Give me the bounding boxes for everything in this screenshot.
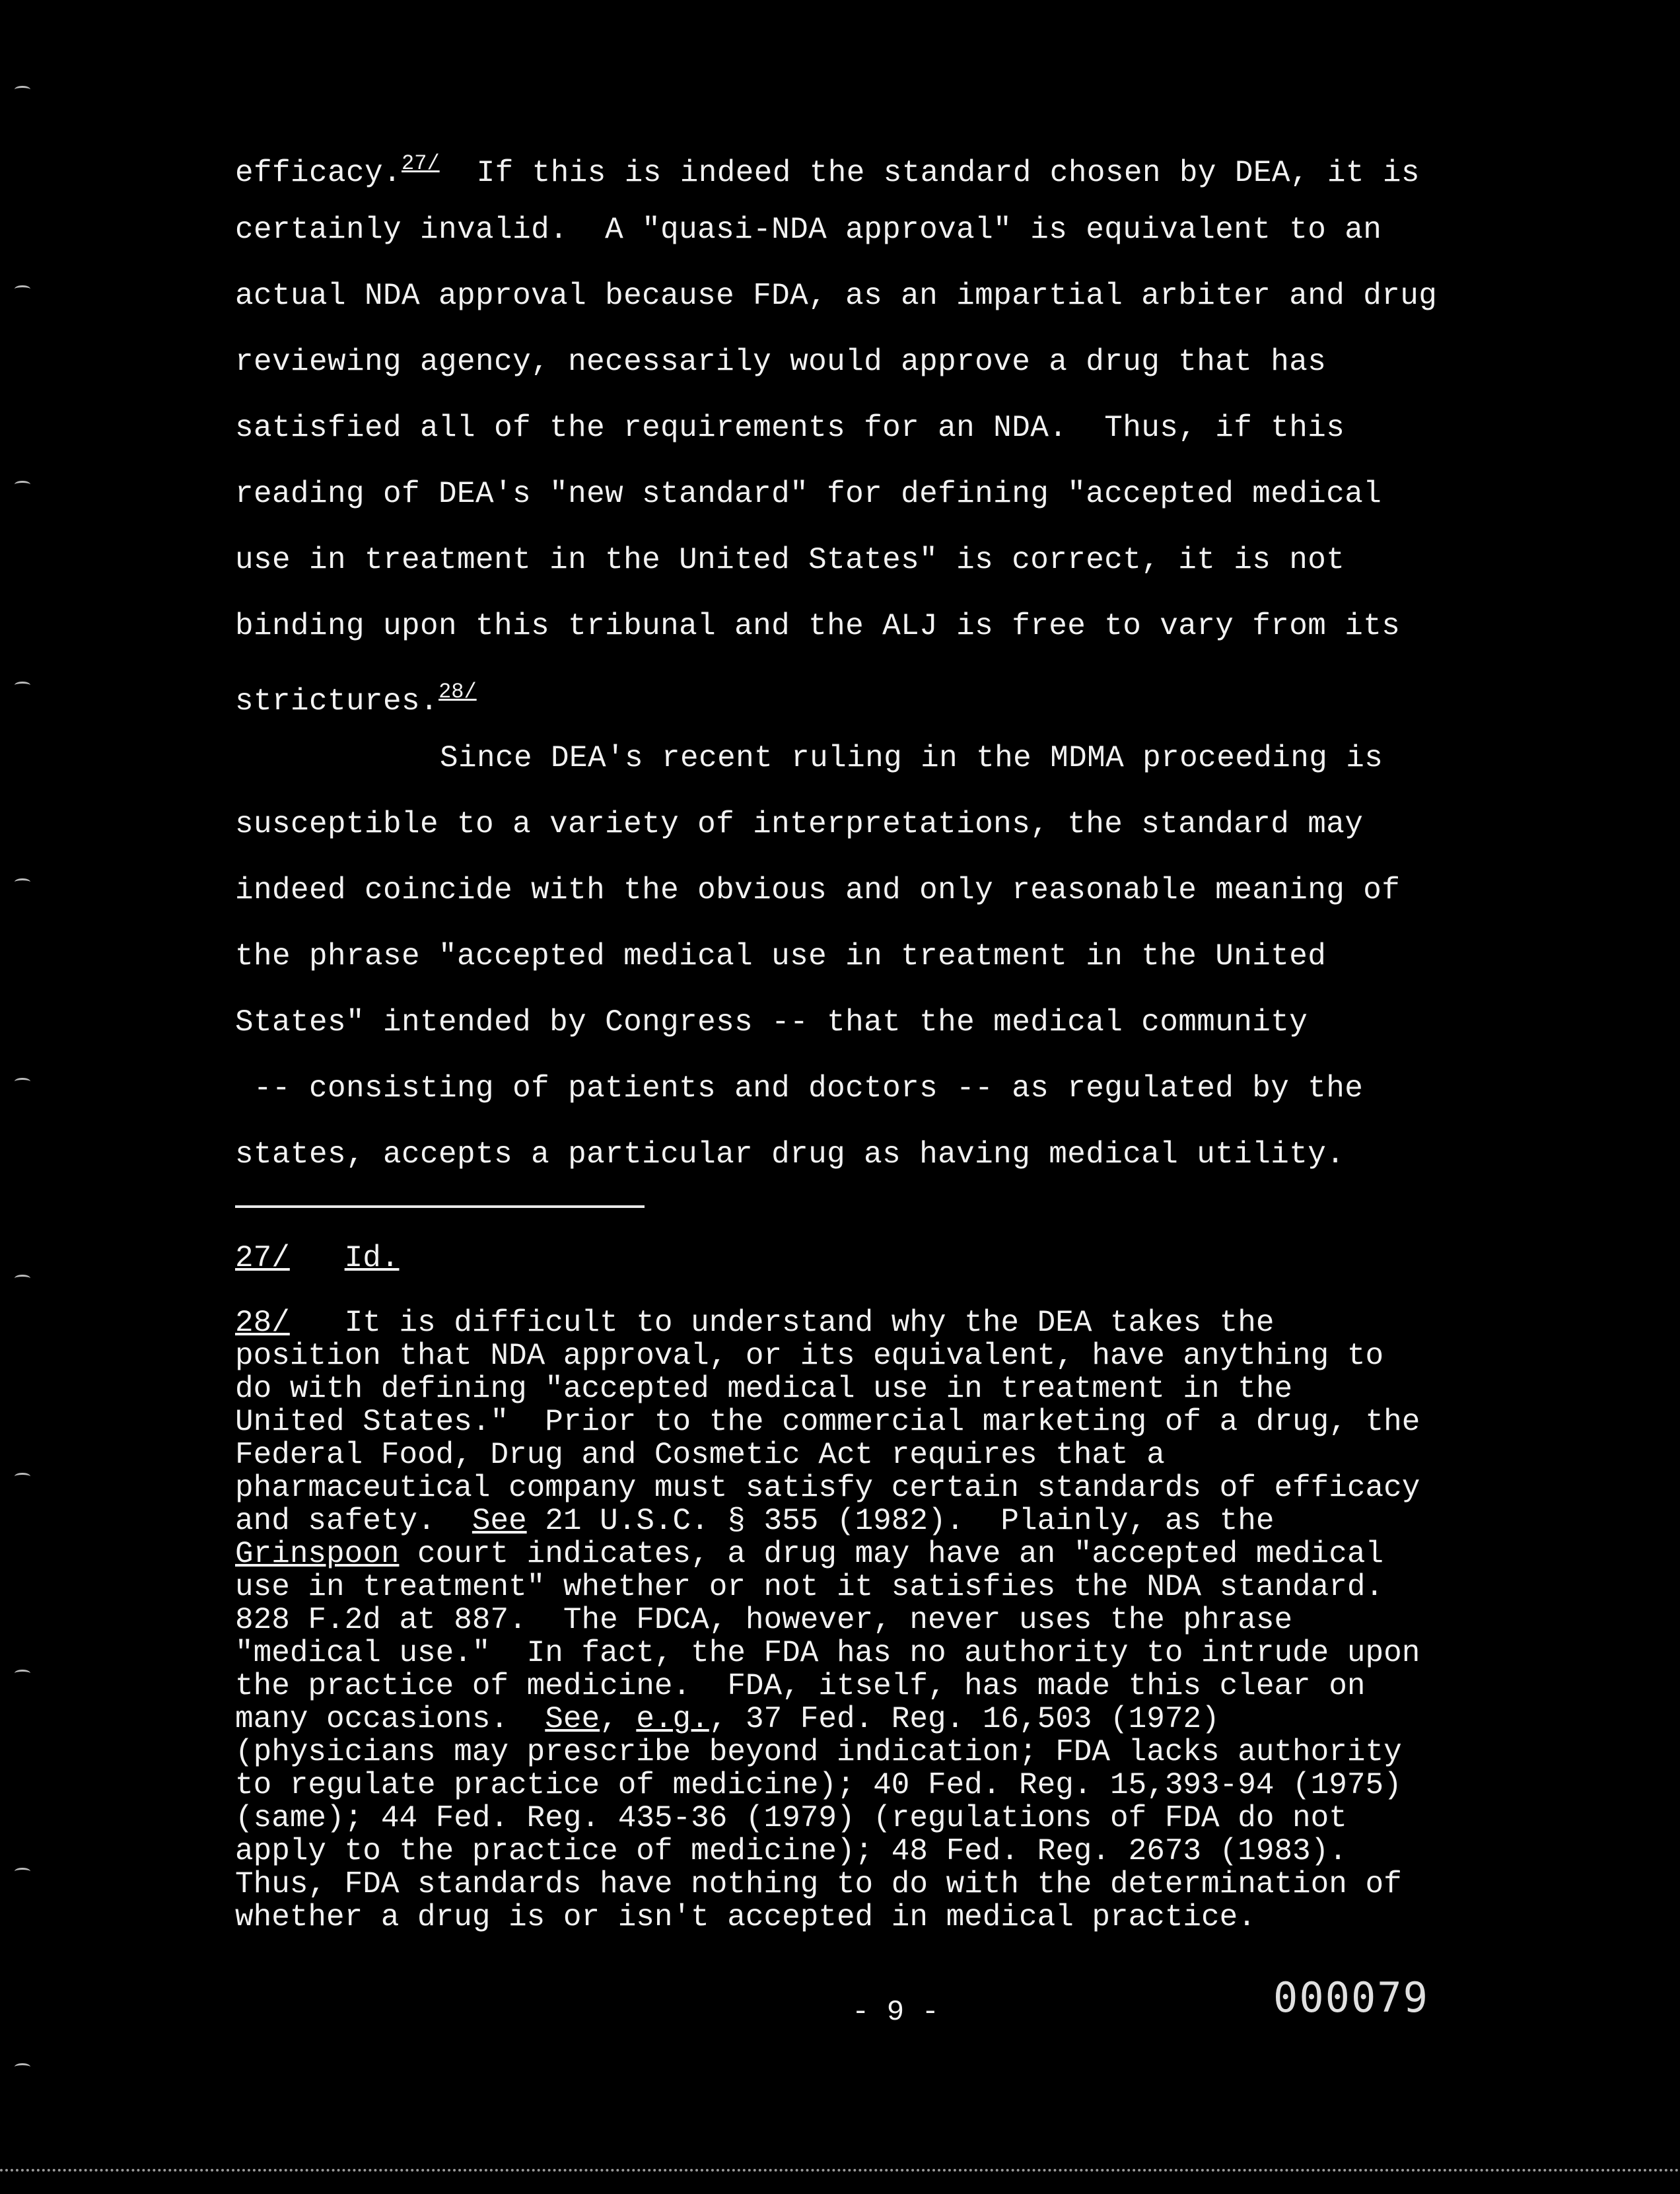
footnote-28-line: the practice of medicine. FDA, itself, has made this clear on <box>235 1669 1366 1703</box>
citation-signal-see: See <box>545 1702 600 1736</box>
footnote-28-line: position that NDA approval, or its equivalent, have anything to <box>235 1339 1384 1373</box>
footnote-28-line: (same); 44 Fed. Reg. 435-36 (1979) (regulations of FDA do not <box>235 1801 1347 1835</box>
footnote-28-line: United States." Prior to the commercial marketing of a drug, the <box>235 1405 1420 1439</box>
body-line: susceptible to a variety of interpretations, the standard may <box>235 807 1364 841</box>
footnote-28-line: whether a drug is or isn't accepted in medical practice. <box>235 1900 1256 1934</box>
footnote-ref-27: 27/ <box>402 151 440 176</box>
body-line: satisfied all of the requirements for an NDA. Thus, if this <box>235 411 1345 445</box>
body-line: binding upon this tribunal and the ALJ is free to vary from its <box>235 609 1401 643</box>
footnote-27 <box>235 1242 399 1275</box>
footnote-text: many occasions. <box>235 1702 545 1736</box>
scan-margin-mark <box>15 1868 30 1875</box>
footnote-text: 21 U.S.C. § 355 (1982). Plainly, as the <box>526 1504 1275 1538</box>
scan-margin-mark <box>15 1275 30 1282</box>
footnote-28-line: use in treatment" whether or not it satisfies the NDA standard. <box>235 1570 1384 1604</box>
body-line: Since DEA's recent ruling in the MDMA proceeding is <box>440 741 1383 775</box>
body-line: States" intended by Congress -- that the medical community <box>235 1005 1308 1040</box>
footnote-text: , <box>600 1702 637 1736</box>
scan-margin-mark <box>15 878 30 886</box>
scan-margin-mark <box>15 285 30 293</box>
body-line: reading of DEA's "new standard" for defining "accepted medical <box>235 477 1382 511</box>
footnote-separator <box>235 1205 645 1208</box>
footnote-text: , 37 Fed. Reg. 16,503 (1972) <box>709 1702 1220 1736</box>
footnote-text: court indicates, a drug may have an "accepted medical <box>399 1537 1384 1571</box>
body-line: actual NDA approval because FDA, as an impartial arbiter and drug <box>235 279 1438 313</box>
footnote-28-line: "medical use." In fact, the FDA has no authority to intrude upon <box>235 1636 1420 1670</box>
body-line: -- consisting of patients and doctors -- as regulated by the <box>235 1071 1364 1106</box>
scan-margin-mark <box>15 1670 30 1677</box>
body-line <box>235 144 1420 193</box>
body-line: the phrase "accepted medical use in treatment in the United <box>235 939 1327 973</box>
body-line: reviewing agency, necessarily would approve a drug that has <box>235 345 1327 379</box>
footnote-28-line: Thus, FDA standards have nothing to do with the determination of <box>235 1867 1402 1901</box>
footnote-28-line <box>235 1703 1220 1736</box>
citation-signal-eg: e.g. <box>636 1702 709 1736</box>
scan-margin-mark <box>15 2063 30 2070</box>
page-number: - 9 - <box>852 1996 940 2029</box>
body-text: If this is indeed the standard chosen by DEA, it is <box>476 156 1420 190</box>
footnote-28-line <box>235 1306 1275 1339</box>
body-line <box>235 672 477 721</box>
footnote-28-line: pharmaceutical company must satisfy certain standards of efficacy <box>235 1471 1420 1505</box>
citation-signal-see: See <box>472 1504 527 1538</box>
footnote-marker: 28/ <box>235 1306 290 1340</box>
footnote-28-line: Federal Food, Drug and Cosmetic Act requires that a <box>235 1438 1165 1472</box>
footnote-28-line: (physicians may prescribe beyond indication; FDA lacks authority <box>235 1735 1402 1769</box>
footnote-28-line <box>235 1504 1274 1538</box>
footnote-28-line: 828 F.2d at 887. The FDCA, however, never uses the phrase <box>235 1603 1293 1637</box>
footnote-text: It is difficult to understand why the DEA takes the <box>344 1306 1275 1340</box>
scan-bottom-edge <box>0 2169 1680 2172</box>
body-text: strictures. <box>235 684 439 719</box>
footnote-28-line: do with defining "accepted medical use in treatment in the <box>235 1372 1293 1406</box>
case-name-grinspoon: Grinspoon <box>235 1537 400 1571</box>
scan-margin-mark <box>15 682 30 689</box>
body-line: indeed coincide with the obvious and only reasonable meaning of <box>235 873 1401 907</box>
body-line: certainly invalid. A "quasi-NDA approval" is equivalent to an <box>235 213 1382 247</box>
body-line: use in treatment in the United States" is correct, it is not <box>235 543 1345 577</box>
body-line: states, accepts a particular drug as having medical utility. <box>235 1137 1345 1172</box>
scan-margin-mark <box>15 481 30 488</box>
scan-margin-mark <box>15 1473 30 1480</box>
scan-margin-mark <box>15 1078 30 1085</box>
footnote-28-line: to regulate practice of medicine); 40 Fed. Reg. 15,393-94 (1975) <box>235 1768 1402 1802</box>
footnote-28-line <box>235 1538 1383 1571</box>
body-text: efficacy. <box>235 156 402 190</box>
footnote-text: Id. <box>344 1241 400 1275</box>
footnote-28-line: apply to the practice of medicine); 48 Fed. Reg. 2673 (1983). <box>235 1834 1347 1868</box>
footnote-marker: 27/ <box>235 1241 290 1275</box>
footnote-text: and safety. <box>235 1504 472 1538</box>
footnote-ref-28: 28/ <box>438 680 477 704</box>
bates-stamp: 000079 <box>1273 1973 1429 2022</box>
scan-margin-mark <box>15 86 30 93</box>
